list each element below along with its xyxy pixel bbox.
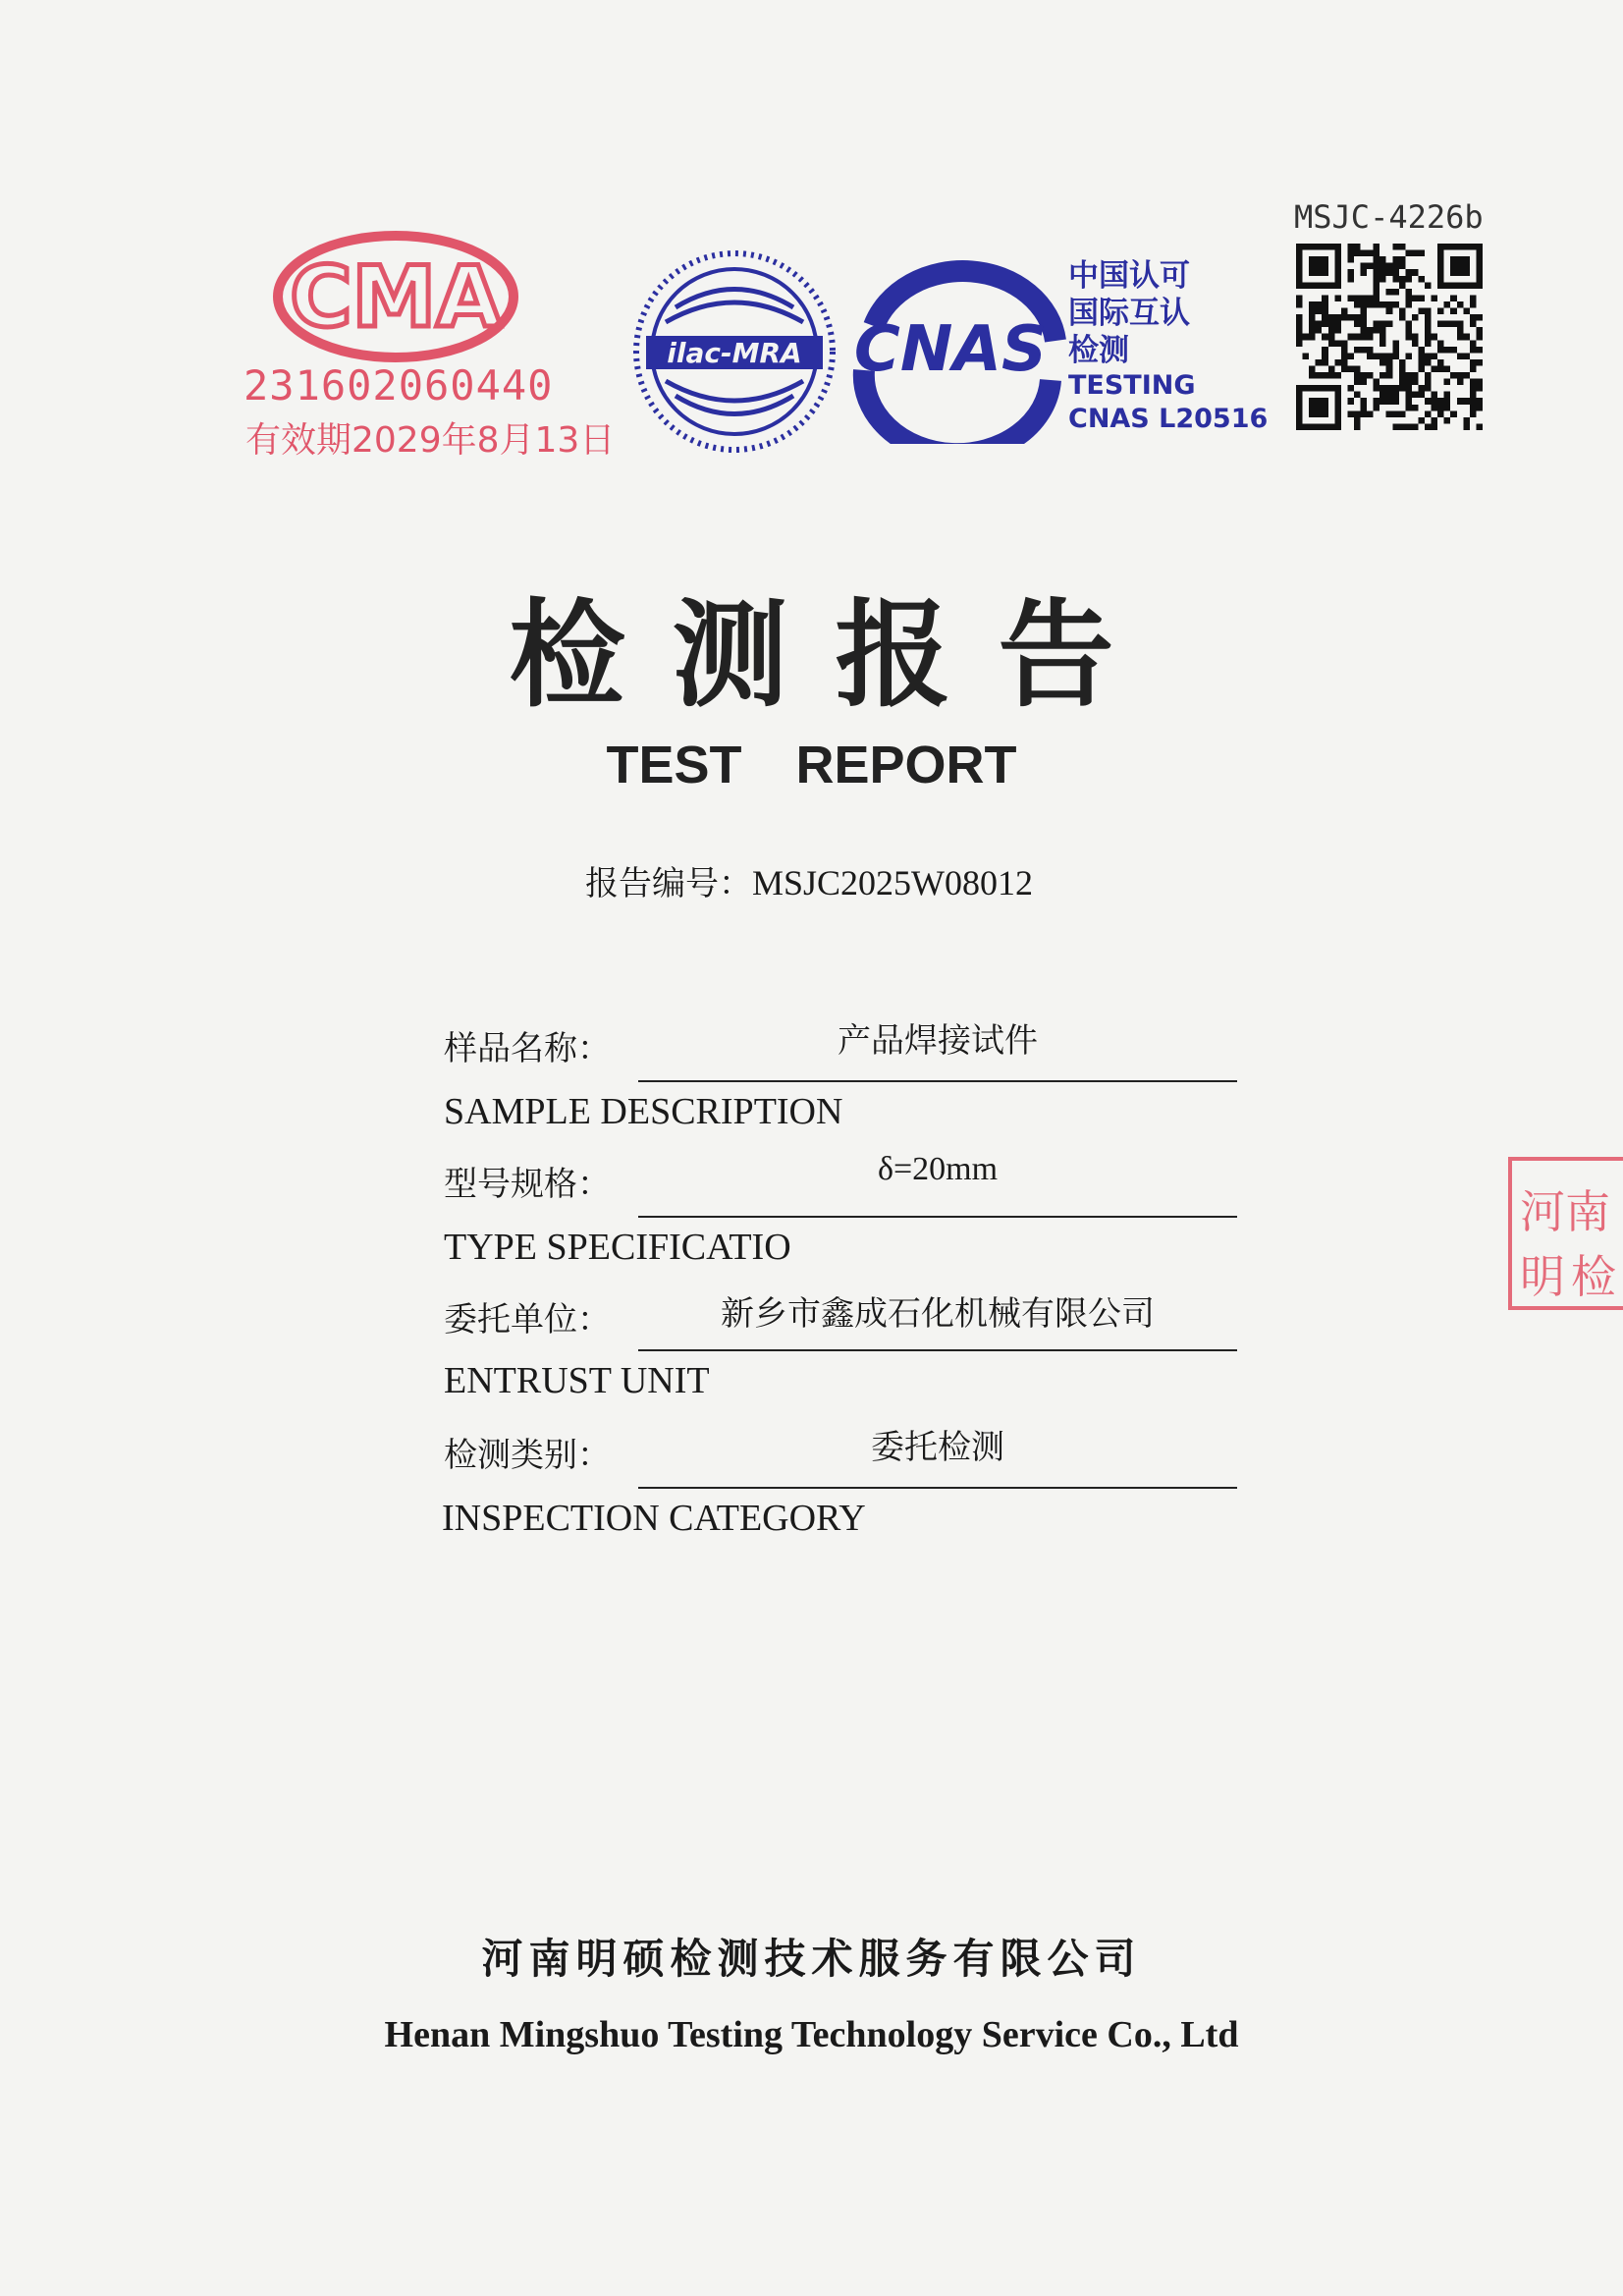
report-title-cn: 检测报告 <box>509 587 1162 723</box>
sample-name-label: 样品名称： <box>444 1029 611 1068</box>
inspection-category-underline <box>638 1487 1237 1489</box>
cnas-caption <box>1068 257 1268 436</box>
entrust-unit-underline <box>638 1349 1237 1351</box>
qr-code-label: MSJC-4226b <box>1294 198 1484 236</box>
sample-name-underline <box>638 1080 1237 1082</box>
type-spec-label: 型号规格： <box>444 1165 611 1204</box>
type-spec-value: δ=20mm <box>877 1151 999 1187</box>
cnas-cn-line1: 中国认可 <box>1068 258 1190 294</box>
entrust-unit-label: 委托单位： <box>444 1300 611 1339</box>
type-specification-label: TYPE SPECIFICATIO <box>444 1227 791 1268</box>
sample-description-label: SAMPLE DESCRIPTION <box>444 1091 843 1132</box>
inspection-category-en-label: INSPECTION CATEGORY <box>442 1498 866 1539</box>
cnas-cn-line2: 国际互认 <box>1068 296 1190 331</box>
report-number-label: 报告编号： <box>585 864 752 903</box>
ilac-mra-logo <box>626 244 842 460</box>
report-title-en: TEST REPORT <box>606 736 1017 794</box>
qr-code <box>1296 244 1483 430</box>
type-spec-underline <box>638 1216 1237 1218</box>
cnas-en-line1: TESTING <box>1068 370 1196 401</box>
inspection-category-label: 检测类别： <box>444 1436 611 1475</box>
cnas-logo <box>835 257 1070 444</box>
cma-logo-text: CMA <box>290 248 502 347</box>
ilac-logo-text: ilac-MRA <box>667 337 802 369</box>
cnas-en-line2: CNAS L20516 <box>1068 404 1269 434</box>
company-name-en: Henan Mingshuo Testing Technology Service Co., Ltd <box>384 2014 1239 2055</box>
entrust-unit-en-label: ENTRUST UNIT <box>444 1360 710 1401</box>
cma-validity: 有效期2029年8月13日 <box>245 420 616 461</box>
seal-text-line2: 检 <box>1571 1250 1616 1303</box>
entrust-unit-value: 新乡市鑫成石化机械有限公司 <box>721 1294 1155 1334</box>
partial-seal-stamp <box>1508 1157 1623 1310</box>
report-number-value: MSJC2025W08012 <box>752 863 1034 902</box>
cnas-logo-text: CNAS <box>853 313 1048 386</box>
cma-number: 231602060440 <box>243 361 554 410</box>
sample-name-value: 产品焊接试件 <box>838 1021 1038 1061</box>
inspection-category-value: 委托检测 <box>871 1428 1004 1467</box>
cma-logo <box>263 228 528 375</box>
company-name-cn: 河南明硕检测技术服务有限公司 <box>481 1935 1142 1983</box>
cnas-cn-line3: 检测 <box>1068 333 1129 368</box>
report-number <box>585 856 1033 904</box>
seal-text-line1: 河南明 <box>1520 1185 1610 1303</box>
